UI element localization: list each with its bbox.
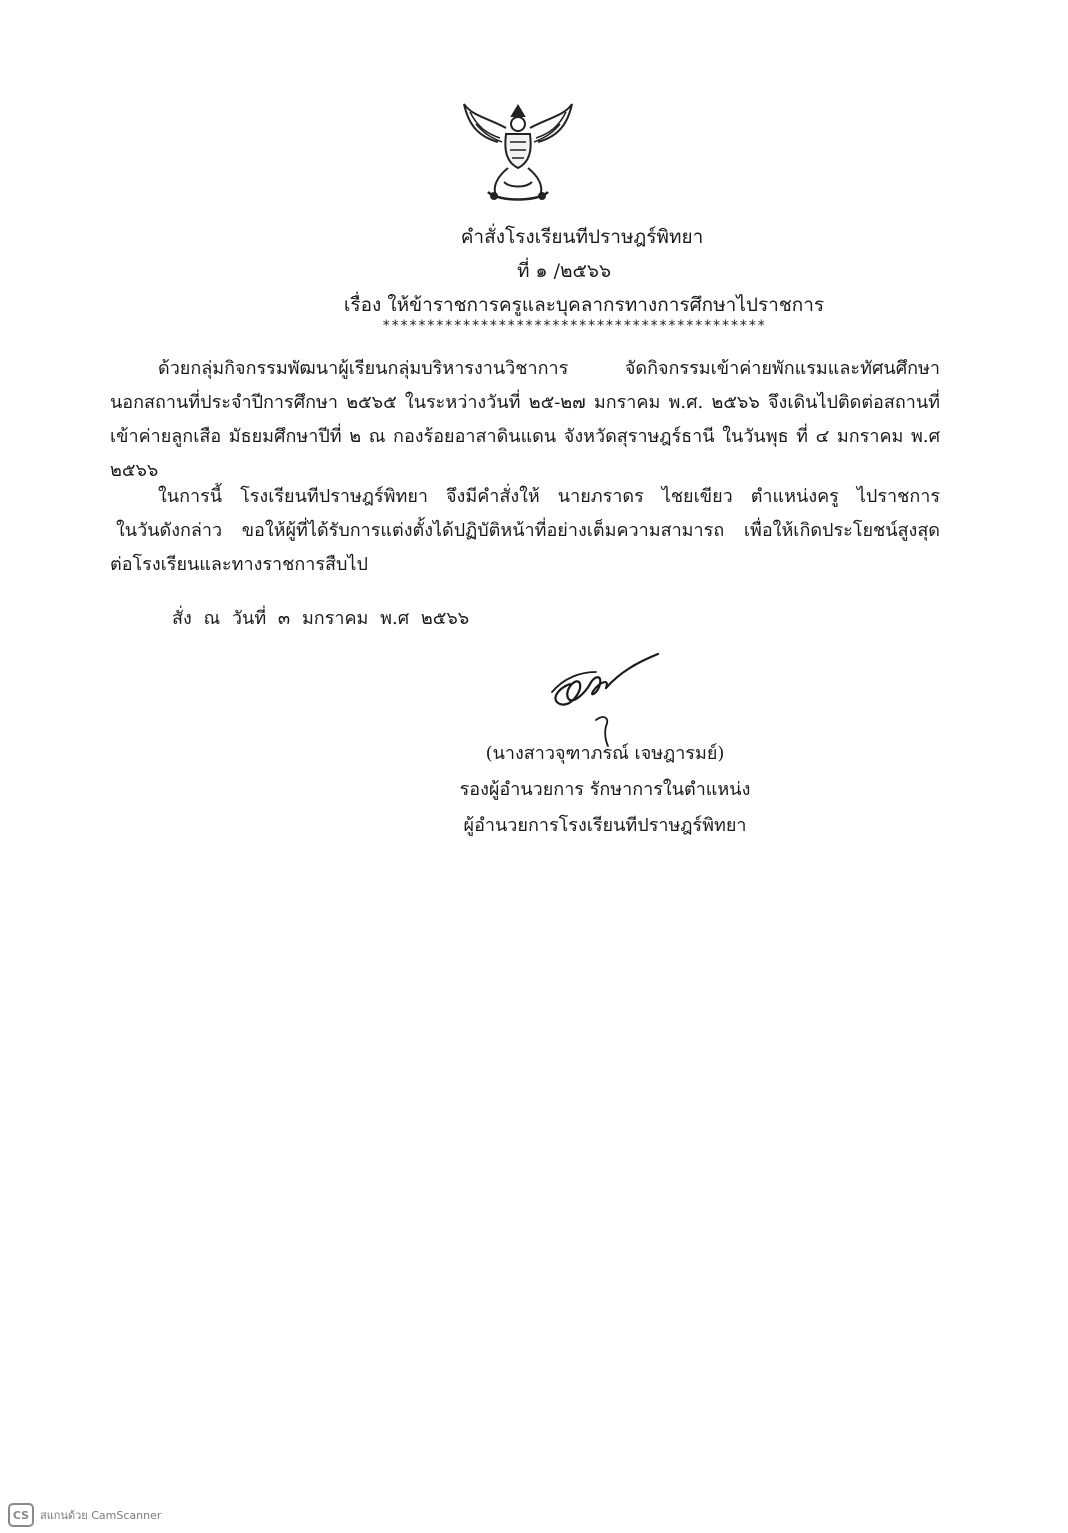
body-paragraph-1	[110, 352, 940, 488]
paragraph-line: เข้าค่ายลูกเสือ มัธยมศึกษาปีที่ ๒ ณ กองร้อยอาสาดินแดน จังหวัดสุราษฎร์ธานี ในวันพุธ ที่ ๔ มกราคม พ.ศ	[110, 426, 940, 447]
paragraph-line: ๒๕๖๖	[110, 460, 159, 481]
paragraph-line: ในวันดังกล่าว ขอให้ผู้ที่ได้รับการแต่งตั้งได้ปฏิบัติหน้าที่อย่างเต็มความสามารถ เพื่อให้เกิดประโยชน์สูงสุด	[116, 520, 940, 541]
scanner-watermark	[8, 1503, 161, 1527]
paragraph-line: ในการนี้ โรงเรียนทีปราษฎร์พิทยา จึงมีคำสั่งให้ นายภราดร ไชยเขียว ตำแหน่งครู ไปราชการ	[158, 486, 940, 507]
document-subject: เรื่อง ให้ข้าราชการครูและบุคลากรทางการศึกษาไปราชการ	[343, 294, 825, 316]
signer-block	[440, 736, 770, 844]
document-number: ที่ ๑ /๒๕๖๖	[516, 260, 612, 282]
handwritten-signature	[540, 648, 665, 748]
paragraph-line: ด้วยกลุ่มกิจกรรมพัฒนาผู้เรียนกลุ่มบริหารงานวิชาการ จัดกิจกรรมเข้าค่ายพักแรมและทัศนศึกษา	[158, 358, 940, 379]
signer-title: ผู้อำนวยการโรงเรียนทีปราษฎร์พิทยา	[463, 815, 747, 836]
garuda-emblem	[458, 98, 578, 206]
paragraph-line: นอกสถานที่ประจำปีการศึกษา ๒๕๖๕ ในระหว่างวันที่ ๒๕-๒๗ มกราคม พ.ศ. ๒๕๖๖ จึงเดินไปติดต่อสถานที่	[110, 392, 940, 413]
signer-name: (นางสาวจุฑาภรณ์ เจษฎารมย์)	[485, 743, 725, 764]
order-date: สั่ง ณ วันที่ ๓ มกราคม พ.ศ ๒๕๖๖	[172, 608, 470, 629]
camscanner-logo-icon: CS	[8, 1503, 34, 1527]
signer-position: รองผู้อำนวยการ รักษาการในตำแหน่ง	[459, 779, 751, 800]
body-paragraph-2	[110, 480, 940, 582]
paragraph-line: ต่อโรงเรียนและทางราชการสืบไป	[110, 554, 368, 575]
separator-line: *******************************************	[382, 318, 766, 334]
scanner-watermark-text: สแกนด้วย CamScanner	[40, 1509, 162, 1522]
document-title: คำสั่งโรงเรียนทีปราษฎร์พิทยา	[460, 226, 704, 248]
